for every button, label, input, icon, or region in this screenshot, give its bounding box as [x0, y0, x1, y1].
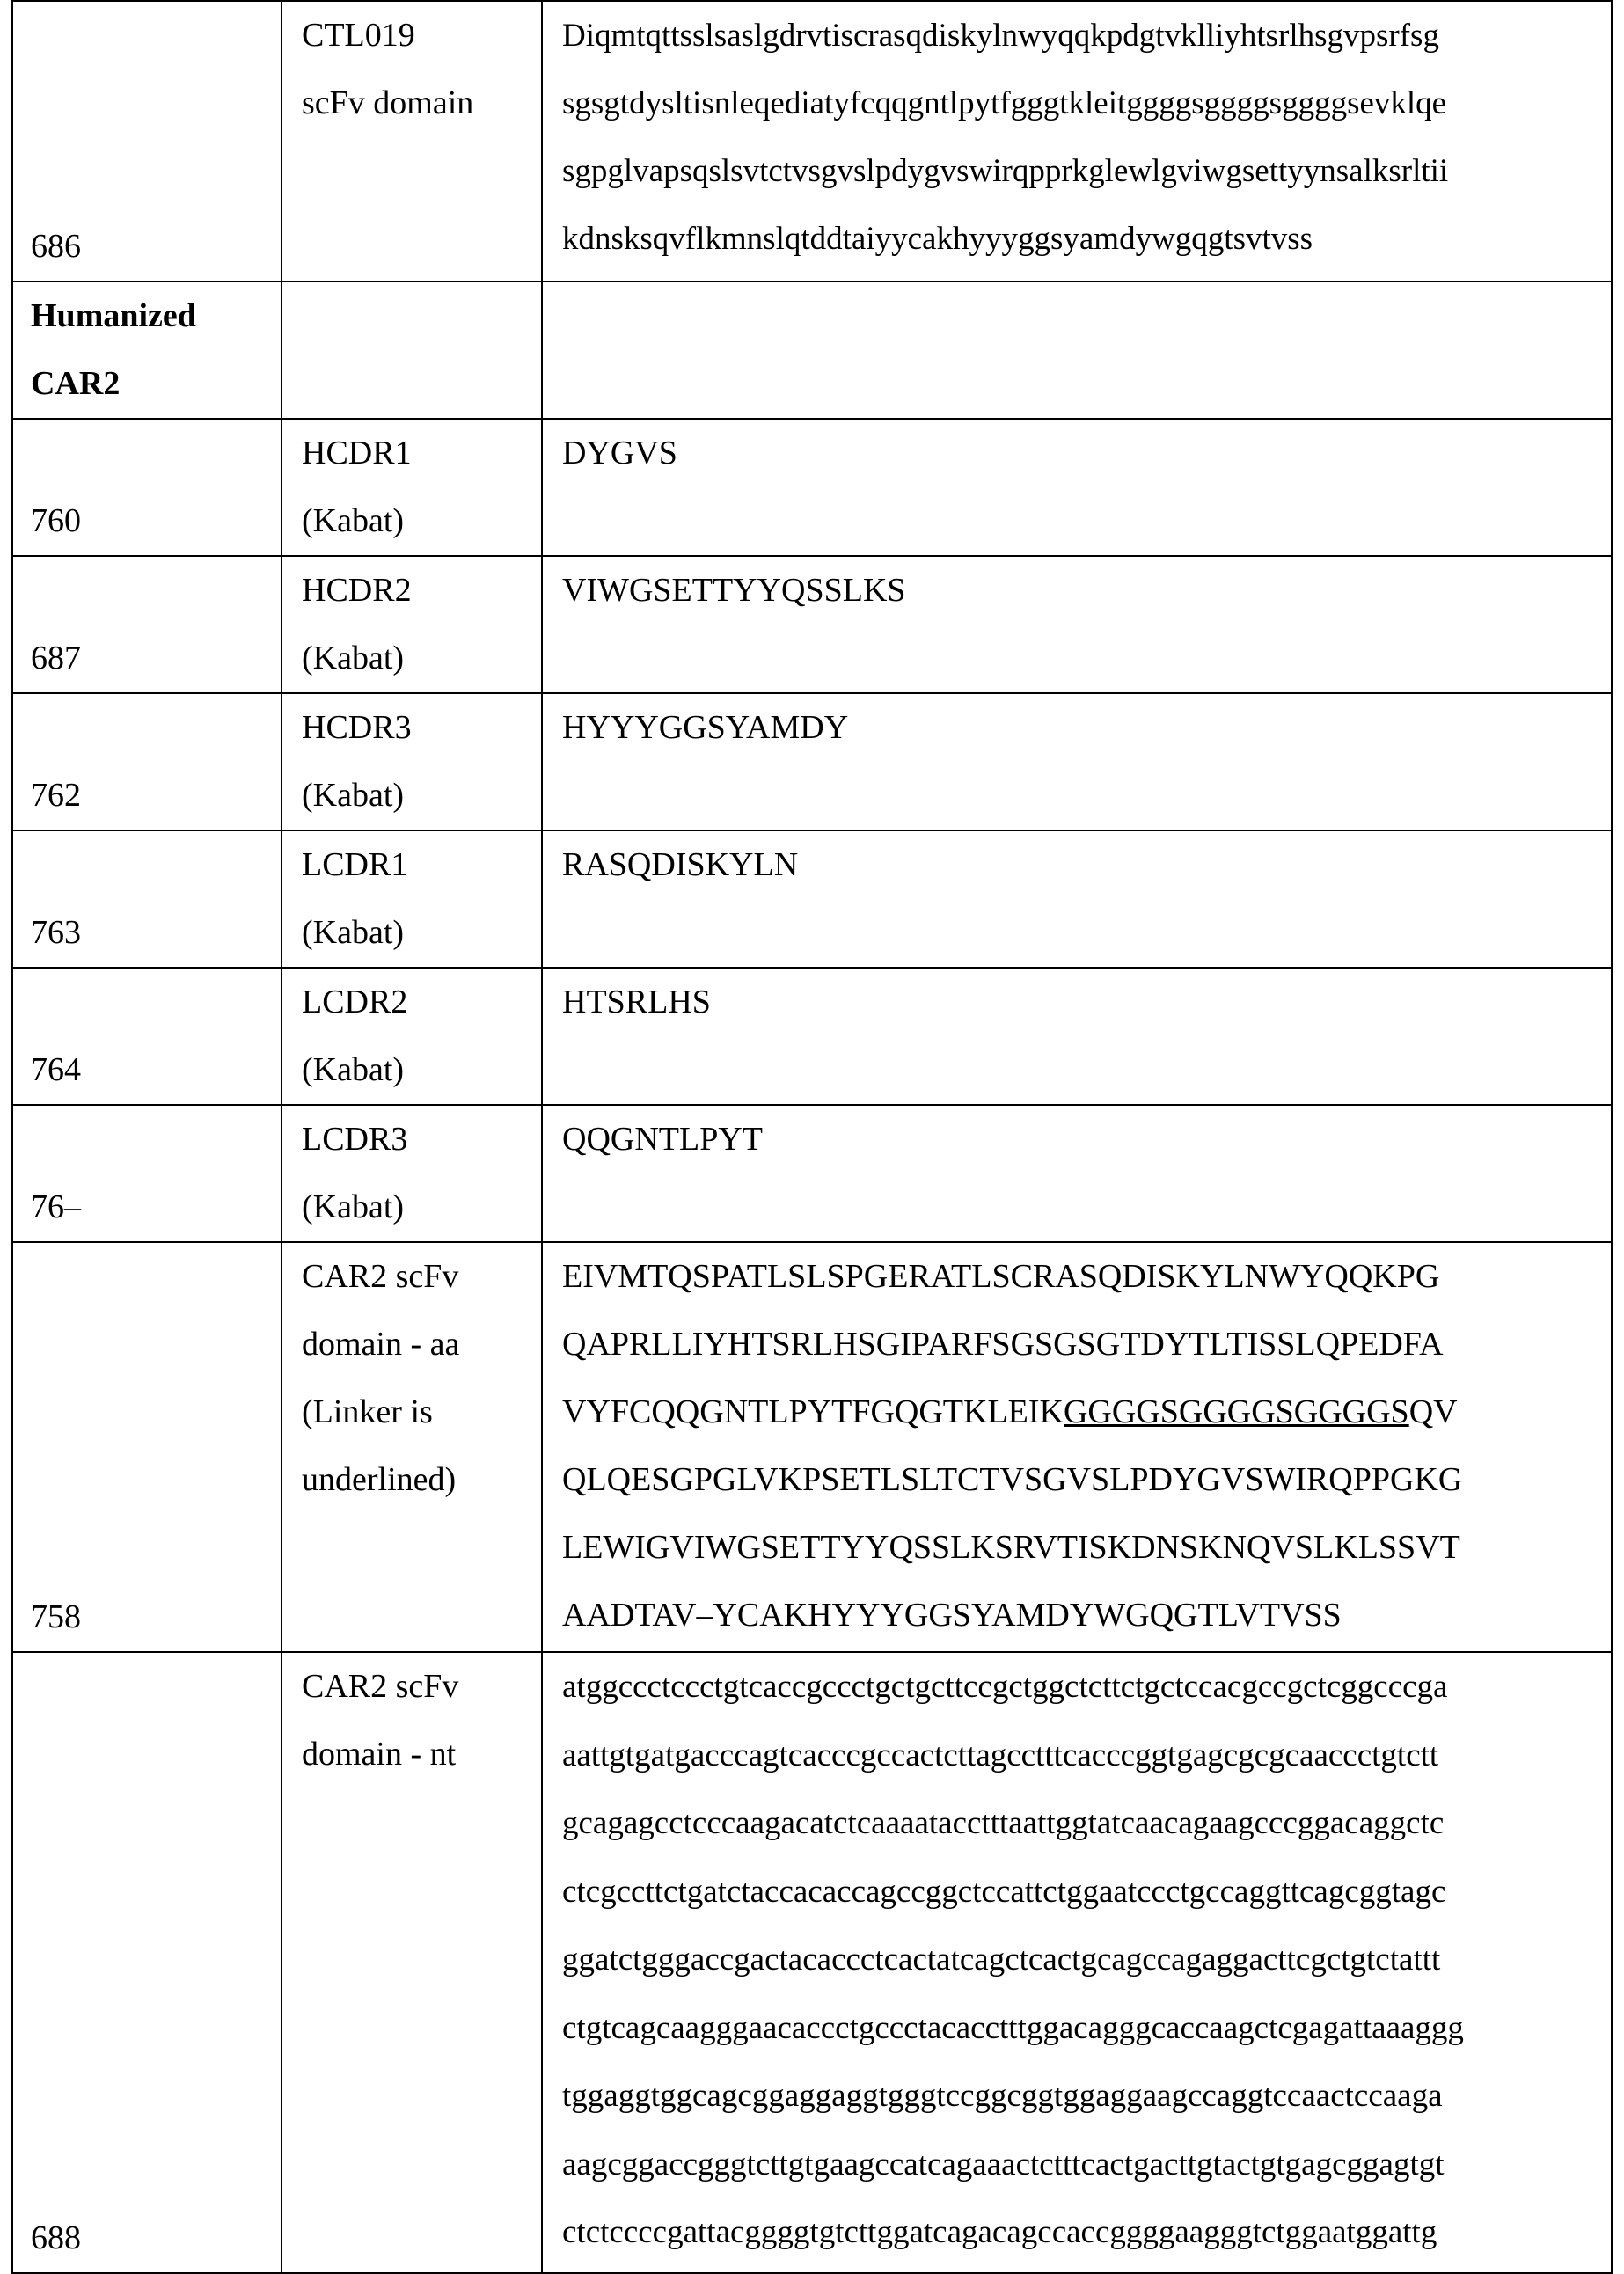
- seq-id: 687: [31, 625, 81, 692]
- seq-segment: QV: [1409, 1393, 1458, 1430]
- seq-line: QAPRLLIYHTSRLHSGIPARFSGSGSGTDYTLTISSLQPEDFA: [562, 1311, 1602, 1378]
- seq-id-cell: [12, 968, 282, 1105]
- seq-name-line: HCDR2: [302, 557, 541, 625]
- seq-name-line: LCDR1: [302, 831, 541, 899]
- seq-line: ctctccccgattacggggtgtcttggatcagacagccaccggggaagggtctggaatggattg: [562, 2198, 1602, 2267]
- seq-line: VIWGSETTYYQSSLKS: [562, 557, 1602, 625]
- seq-cell: [542, 693, 1612, 830]
- seq-line: sgpglvapsqslsvtctvsgvslpdygvswirqpprkglewlgviwgsettyynsalksrltii: [562, 137, 1602, 205]
- seq-name-line: HCDR3: [302, 694, 541, 762]
- seq-id-cell: [12, 1242, 282, 1652]
- seq-id-cell: [12, 556, 282, 693]
- seq-line: tggaggtggcagcggaggaggtgggtccggcggtggaggaagccaggtccaactccaaga: [562, 2062, 1602, 2131]
- seq-name-cell: [282, 693, 542, 830]
- seq-line: AADTAV–YCAKHYYYGGSYAMDYWGQGTLVTVSS: [562, 1582, 1602, 1649]
- seq-name-line: underlined): [302, 1446, 541, 1514]
- seq-line: sgsgtdysltisnleqediatyfcqqgntlpytfgggtkleitggggsggggsggggsevklqe: [562, 69, 1602, 137]
- seq-id-cell: [12, 693, 282, 830]
- seq-name-line: CAR2 scFv: [302, 1653, 541, 1721]
- seq-cell: [542, 1652, 1612, 2273]
- section-row: [12, 282, 1612, 419]
- seq-line: QLQESGPGLVKPSETLSLTCTVSGVSLPDYGVSWIRQPPGKG: [562, 1446, 1602, 1514]
- table-row: [12, 830, 1612, 968]
- seq-id-cell: [12, 1, 282, 282]
- empty-cell: [282, 282, 542, 419]
- seq-cell: [542, 1242, 1612, 1652]
- seq-cell: [542, 1105, 1612, 1242]
- seq-name-line: (Kabat): [302, 1036, 541, 1104]
- seq-id: 688: [31, 2205, 81, 2272]
- seq-name-line: HCDR1: [302, 420, 541, 487]
- seq-name-line: CTL019: [302, 2, 541, 69]
- seq-line: DYGVS: [562, 420, 1602, 487]
- section-heading-line: Humanized: [31, 282, 281, 350]
- seq-id: 764: [31, 1036, 81, 1104]
- seq-id-cell: [12, 830, 282, 968]
- seq-line: HTSRLHS: [562, 969, 1602, 1036]
- seq-name-line: scFv domain: [302, 69, 541, 137]
- linker-sequence: GGGGSGGGGSGGGGS: [1064, 1393, 1409, 1430]
- seq-name-cell: [282, 968, 542, 1105]
- seq-line: [562, 1378, 1602, 1446]
- seq-id-cell: [12, 419, 282, 556]
- seq-line: ctgtcagcaagggaacaccctgccctacacctttggacagggcaccaagctcgagattaaaggg: [562, 1994, 1602, 2063]
- seq-line: QQGNTLPYT: [562, 1106, 1602, 1174]
- seq-line: LEWIGVIWGSETTYYQSSLKSRVTISKDNSKNQVSLKLSSVT: [562, 1514, 1602, 1582]
- seq-name-line: (Kabat): [302, 899, 541, 967]
- seq-name-line: domain - aa: [302, 1311, 541, 1378]
- seq-name-line: (Linker is: [302, 1378, 541, 1446]
- section-heading: [12, 282, 282, 419]
- seq-name-cell: [282, 1105, 542, 1242]
- seq-line: kdnsksqvflkmnslqtddtaiyycakhyyyggsyamdywgqgtsvtvss: [562, 205, 1602, 273]
- seq-id: 763: [31, 899, 81, 967]
- seq-line: gcagagcctcccaagacatctcaaaatacctttaattggtatcaacagaagcccggacaggctc: [562, 1789, 1602, 1858]
- seq-name-cell: [282, 1652, 542, 2273]
- seq-cell: [542, 968, 1612, 1105]
- seq-line: ctcgccttctgatctaccacaccagccggctccattctggaatccctgccaggttcagcggtagc: [562, 1858, 1602, 1927]
- seq-id: 758: [31, 1583, 81, 1651]
- seq-name-line: (Kabat): [302, 625, 541, 692]
- table-row: [12, 419, 1612, 556]
- seq-line: aagcggaccgggtcttgtgaagccatcagaaactctttcactgacttgtactgtgagcggagtgt: [562, 2131, 1602, 2199]
- seq-cell: [542, 830, 1612, 968]
- seq-line: atggccctccctgtcaccgccctgctgcttccgctggctcttctgctccacgccgctcggcccga: [562, 1653, 1602, 1722]
- seq-line: Diqmtqttsslsaslgdrvtiscrasqdiskylnwyqqkpdgtvklliyhtsrlhsgvpsrfsg: [562, 2, 1602, 69]
- seq-name-line: CAR2 scFv: [302, 1243, 541, 1311]
- seq-name-cell: [282, 830, 542, 968]
- seq-line: RASQDISKYLN: [562, 831, 1602, 899]
- seq-name-line: (Kabat): [302, 1174, 541, 1241]
- seq-id-cell: [12, 1105, 282, 1242]
- seq-segment: VYFCQQGNTLPYTFGQGTKLEIK: [562, 1393, 1064, 1430]
- seq-cell: [542, 419, 1612, 556]
- seq-name-line: (Kabat): [302, 762, 541, 830]
- seq-id: 760: [31, 487, 81, 555]
- seq-id: 76–: [31, 1174, 81, 1241]
- seq-line: aattgtgatgacccagtcacccgccactcttagcctttcacccggtgagcgcgcaaccctgtctt: [562, 1722, 1602, 1790]
- empty-cell: [542, 282, 1612, 419]
- sequence-table: [11, 0, 1613, 2274]
- table-row: [12, 1652, 1612, 2273]
- seq-name-line: (Kabat): [302, 487, 541, 555]
- seq-cell: [542, 556, 1612, 693]
- table-row: [12, 968, 1612, 1105]
- table-row: [12, 1242, 1612, 1652]
- seq-cell: [542, 1, 1612, 282]
- section-heading-line: CAR2: [31, 350, 281, 418]
- seq-name-line: domain - nt: [302, 1721, 541, 1788]
- seq-line: ggatctgggaccgactacaccctcactatcagctcactgcagccagaggacttcgctgtctattt: [562, 1926, 1602, 1994]
- seq-name-cell: [282, 556, 542, 693]
- table-row: [12, 556, 1612, 693]
- seq-id: 686: [31, 213, 81, 281]
- seq-name-cell: [282, 419, 542, 556]
- seq-line: EIVMTQSPATLSLSPGERATLSCRASQDISKYLNWYQQKPG: [562, 1243, 1602, 1311]
- seq-name-cell: [282, 1242, 542, 1652]
- table-row: [12, 1105, 1612, 1242]
- seq-id: 762: [31, 762, 81, 830]
- seq-line: HYYYGGSYAMDY: [562, 694, 1602, 762]
- table-row: [12, 693, 1612, 830]
- table-row: [12, 1, 1612, 282]
- seq-name-line: LCDR3: [302, 1106, 541, 1174]
- seq-name-line: LCDR2: [302, 969, 541, 1036]
- seq-id-cell: [12, 1652, 282, 2273]
- seq-name-cell: [282, 1, 542, 282]
